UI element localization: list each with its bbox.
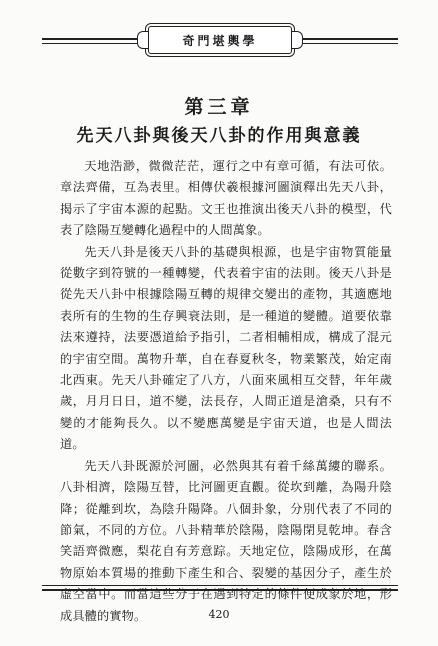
paragraph: 天地浩渺，微微茫茫，運行之中有章可循，有法可依。章法齊備，互為表里。相傳伏羲根據河圖演釋出先天八卦，揭示了宇宙本源的起點。文王也推演出後天八卦的模型，代表了陰陽互變轉化過程中的人間萬象。: [60, 159, 392, 238]
paragraph: 先天八卦是後天八卦的基礎與根源，也是宇宙物質能量從數字到符號的一種轉變，代表着宇宙的法則。後天八卦是從先天八卦中根據陰陽互轉的規律交變出的產物，其適應地表所有的生物的生存興衰法則，是一種道的變體。道要依靠法來遵持，法要憑道給予指引，二者相輔相成，構成了混元的宇宙空間。萬物升華，自在春夏秋冬，物業繁茂，始定南北西東。先天八卦確定了八方，八面來風相互交替，年年歲歲，月月日日，道不變，法長存，人間正道是滄桑，只有不變的才能夠長久。以不變應萬變是宇宙天道，也是人間法道。: [60, 244, 392, 452]
footer-rule: [42, 585, 398, 591]
header-banner: [148, 26, 292, 54]
book-title: 奇門堪輿學: [182, 33, 258, 48]
chapter-title: 先天八卦與後天八卦的作用與意義: [76, 126, 362, 146]
body-text: [60, 156, 392, 627]
paragraph: 先天八卦既源於河圖，必然與其有着千絲萬縷的聯系。八卦相濟，陰陽互替，比河圖更直觀。從坎到離，為陽升陰降；從離到坎，為陰升陽降。八個卦象，分別代表了不同的節氣，不同的方位。八卦精華於陰陽，陰陽閉見乾坤。春含笑語齊微應，梨花自有芳意踪。天地定位，陰陽成形，在萬物原始本質場的推動下產生和合、裂變的基因分子，產生於虛空當中。而當這些分子在遇到特定的條件便成象於地，形成具體的實物。: [60, 458, 392, 623]
scroll-curl-right-icon: [292, 31, 303, 49]
scroll-curl-left-icon: [137, 31, 148, 49]
chapter-number: 第三章: [184, 96, 254, 118]
page-number: 420: [208, 608, 230, 621]
